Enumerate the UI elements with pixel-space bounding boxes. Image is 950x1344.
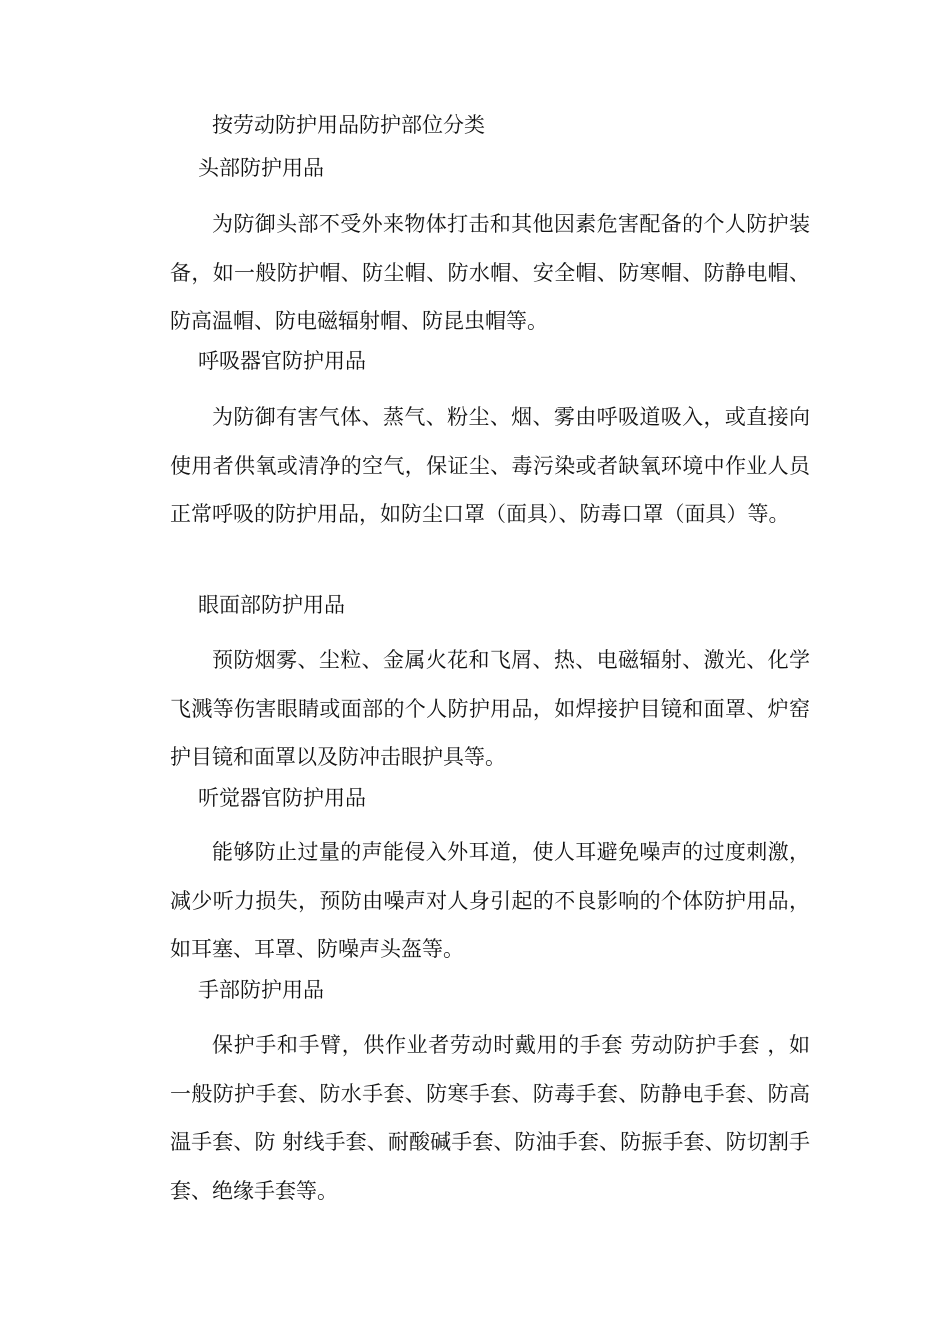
document-title: 按劳动防护用品防护部位分类: [212, 113, 485, 137]
section-body-hand: 保护手和手臂，供作业者劳动时戴用的手套 劳动防护手套 ，如一般防护手套、防水手套、防寒手套、防毒手套、防静电手套、防高温手套、防 射线手套、耐酸碱手套、防油手套、防振手套、防切割手套、绝缘手套等。: [170, 1033, 810, 1203]
section-body-head: 为防御头部不受外来物体打击和其他因素危害配备的个人防护装备，如一般防护帽、防尘帽、防水帽、安全帽、防寒帽、防静电帽、防高温帽、防电磁辐射帽、防昆虫帽等。: [170, 212, 810, 333]
section-heading-eye-face: 眼面部防护用品: [198, 593, 345, 617]
section-heading-hearing: 听觉器官防护用品: [198, 786, 366, 810]
section-body-eye-face: 预防烟雾、尘粒、金属火花和飞屑、热、电磁辐射、激光、化学飞溅等伤害眼睛或面部的个人防护用品，如焊接护目镜和面罩、炉窑护目镜和面罩以及防冲击眼护具等。: [170, 648, 810, 769]
section-heading-head: 头部防护用品: [198, 156, 324, 180]
section-body-respiratory: 为防御有害气体、蒸气、粉尘、烟、雾由呼吸道吸入，或直接向使用者供氧或清净的空气，保证尘、毒污染或者缺氧环境中作业人员正常呼吸的防护用品，如防尘口罩（面具）、防毒口罩（面具）等。: [170, 405, 810, 526]
section-body-hearing: 能够防止过量的声能侵入外耳道，使人耳避免噪声的过度刺激，减少听力损失，预防由噪声对人身引起的不良影响的个体防护用品，如耳塞、耳罩、防噪声头盔等。: [170, 840, 810, 961]
section-heading-hand: 手部防护用品: [198, 978, 324, 1002]
section-heading-respiratory: 呼吸器官防护用品: [198, 349, 366, 373]
